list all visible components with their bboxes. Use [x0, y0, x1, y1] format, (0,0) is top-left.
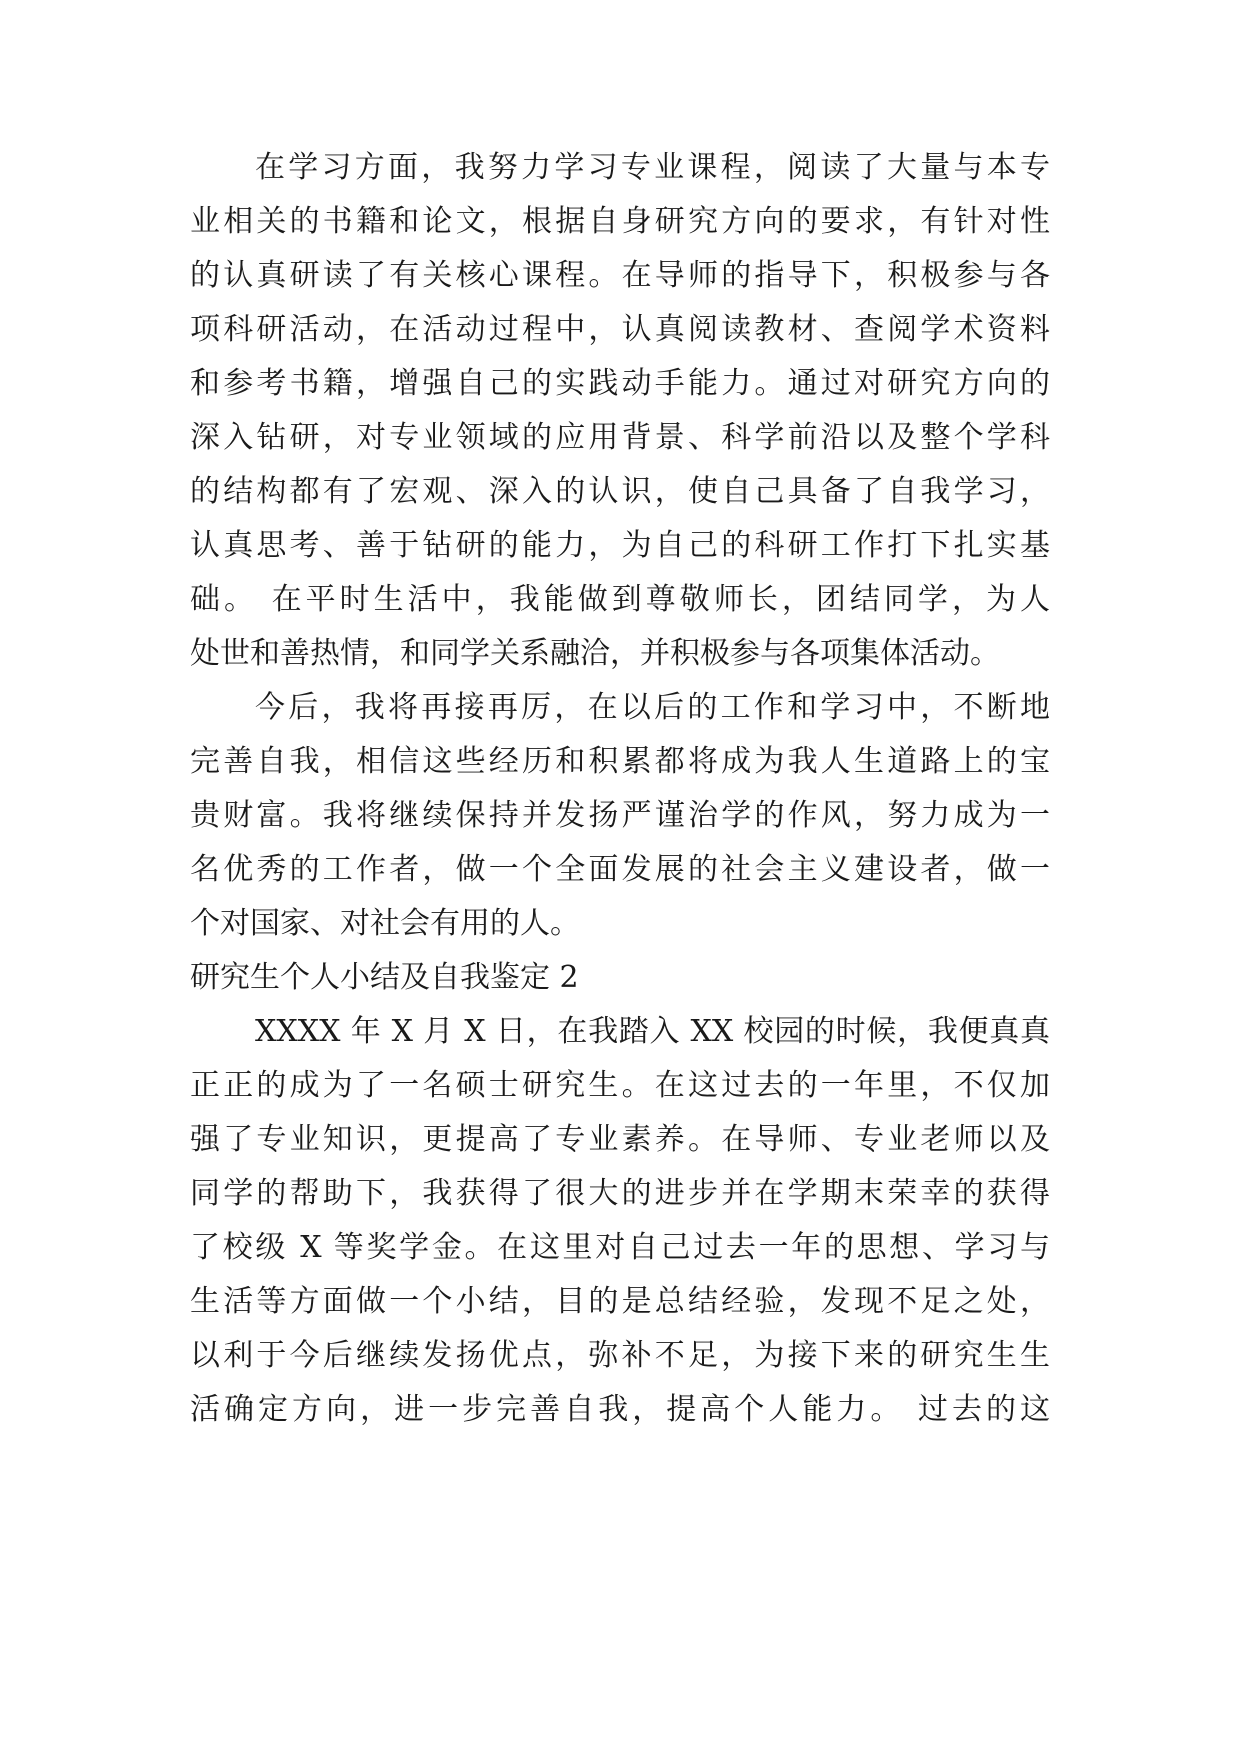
text-line: 同学的帮助下，我获得了很大的进步并在学期末荣幸的获得 — [190, 1176, 1050, 1211]
text-line: 处世和善热情，和同学关系融洽，并积极参与各项集体活动。 — [190, 636, 1000, 671]
text-line: 深入钻研，对专业领域的应用背景、科学前沿以及整个学科 — [190, 420, 1050, 455]
text-line: 以利于今后继续发扬优点，弥补不足，为接下来的研究生生 — [190, 1338, 1050, 1373]
text-line: 和参考书籍，增强自己的实践动手能力。通过对研究方向的 — [190, 366, 1050, 401]
text-line: 认真思考、善于钻研的能力，为自己的科研工作打下扎实基 — [190, 528, 1050, 563]
text-line: 项科研活动，在活动过程中，认真阅读教材、查阅学术资料 — [190, 312, 1050, 347]
text-line: 正正的成为了一名硕士研究生。在这过去的一年里，不仅加 — [190, 1068, 1050, 1103]
text-line: 的结构都有了宏观、深入的认识，使自己具备了自我学习， — [190, 474, 1050, 509]
text-line: 生活等方面做一个小结，目的是总结经验，发现不足之处， — [190, 1284, 1050, 1319]
text-line: 了校级 X 等奖学金。在这里对自己过去一年的思想、学习与 — [190, 1230, 1050, 1265]
text-line: 个对国家、对社会有用的人。 — [190, 906, 580, 941]
section-heading: 研究生个人小结及自我鉴定 2 — [190, 960, 579, 995]
text-line: 贵财富。我将继续保持并发扬严谨治学的作风，努力成为一 — [190, 798, 1050, 833]
text-line: XXXX 年 X 月 X 日，在我踏入 XX 校园的时候，我便真真 — [255, 1014, 1050, 1049]
text-line: 强了专业知识，更提高了专业素养。在导师、专业老师以及 — [190, 1122, 1050, 1157]
text-line: 础。 在平时生活中，我能做到尊敬师长，团结同学，为人 — [190, 582, 1050, 617]
text-line: 的认真研读了有关核心课程。在导师的指导下，积极参与各 — [190, 258, 1050, 293]
text-line: 在学习方面，我努力学习专业课程，阅读了大量与本专 — [255, 150, 1050, 185]
text-line: 业相关的书籍和论文，根据自身研究方向的要求，有针对性 — [190, 204, 1050, 239]
text-line: 活确定方向，进一步完善自我，提高个人能力。 过去的这 — [190, 1392, 1050, 1427]
text-line: 完善自我，相信这些经历和积累都将成为我人生道路上的宝 — [190, 744, 1050, 779]
text-line: 名优秀的工作者，做一个全面发展的社会主义建设者，做一 — [190, 852, 1050, 887]
text-line: 今后，我将再接再厉，在以后的工作和学习中，不断地 — [255, 690, 1050, 725]
